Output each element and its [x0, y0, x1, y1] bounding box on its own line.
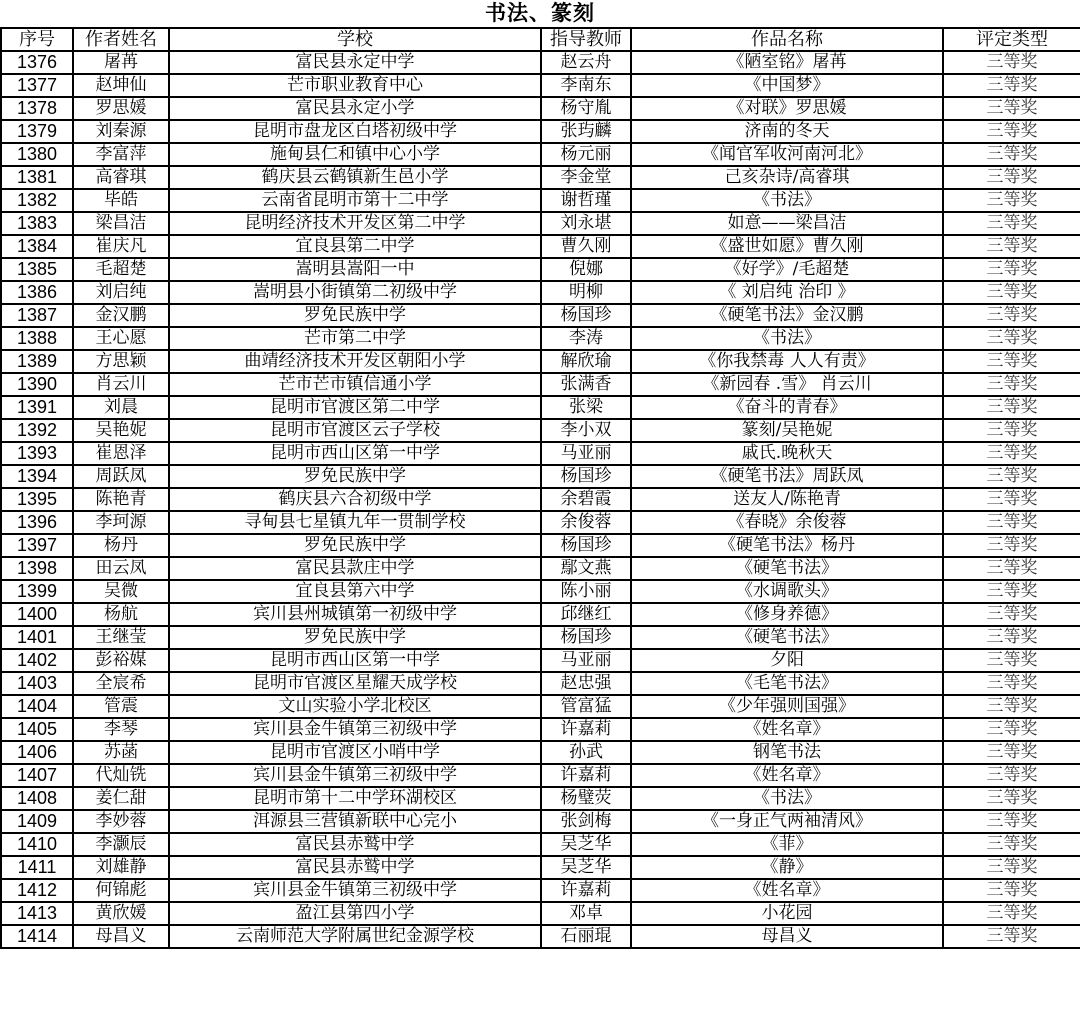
- column-header-school: 学校: [169, 28, 541, 51]
- award-type: 三等奖: [943, 212, 1080, 235]
- row-number: 1403: [1, 672, 73, 695]
- author-name: 杨航: [73, 603, 169, 626]
- teacher-name: 张梁: [541, 396, 631, 419]
- school-name: 昆明市西山区第一中学: [169, 442, 541, 465]
- author-name: 刘秦源: [73, 120, 169, 143]
- work-title: 《姓名章》: [631, 879, 943, 902]
- school-name: 富民县永定中学: [169, 51, 541, 74]
- teacher-name: 杨璧荧: [541, 787, 631, 810]
- school-name: 文山实验小学北校区: [169, 695, 541, 718]
- row-number: 1409: [1, 810, 73, 833]
- author-name: 吴微: [73, 580, 169, 603]
- work-title: 《你我禁毒 人人有责》: [631, 350, 943, 373]
- table-row: [1, 143, 1080, 166]
- teacher-name: 谢哲瑾: [541, 189, 631, 212]
- award-type: 三等奖: [943, 672, 1080, 695]
- teacher-name: 余碧霞: [541, 488, 631, 511]
- award-type: 三等奖: [943, 879, 1080, 902]
- award-type: 三等奖: [943, 603, 1080, 626]
- teacher-name: 杨国珍: [541, 465, 631, 488]
- table-row: [1, 879, 1080, 902]
- school-name: 洱源县三营镇新联中心完小: [169, 810, 541, 833]
- table-row: [1, 833, 1080, 856]
- author-name: 杨丹: [73, 534, 169, 557]
- work-title: 《书法》: [631, 189, 943, 212]
- author-name: 屠苒: [73, 51, 169, 74]
- award-type: 三等奖: [943, 304, 1080, 327]
- award-type: 三等奖: [943, 166, 1080, 189]
- teacher-name: 李金堂: [541, 166, 631, 189]
- award-type: 三等奖: [943, 396, 1080, 419]
- row-number: 1382: [1, 189, 73, 212]
- author-name: 崔庆凡: [73, 235, 169, 258]
- table-row: [1, 787, 1080, 810]
- work-title: 《姓名章》: [631, 764, 943, 787]
- school-name: 施甸县仁和镇中心小学: [169, 143, 541, 166]
- school-name: 宜良县第二中学: [169, 235, 541, 258]
- school-name: 富民县赤鹫中学: [169, 856, 541, 879]
- column-header-number: 序号: [1, 28, 73, 51]
- school-name: 寻甸县七星镇九年一贯制学校: [169, 511, 541, 534]
- author-name: 梁昌洁: [73, 212, 169, 235]
- author-name: 刘雄静: [73, 856, 169, 879]
- award-type: 三等奖: [943, 833, 1080, 856]
- row-number: 1397: [1, 534, 73, 557]
- author-name: 周跃凤: [73, 465, 169, 488]
- author-name: 何锦彪: [73, 879, 169, 902]
- award-type: 三等奖: [943, 143, 1080, 166]
- work-title: 《一身正气两袖清风》: [631, 810, 943, 833]
- award-type: 三等奖: [943, 626, 1080, 649]
- teacher-name: 许嘉莉: [541, 879, 631, 902]
- work-title: 《硬笔书法》周跃凤: [631, 465, 943, 488]
- school-name: 罗免民族中学: [169, 304, 541, 327]
- table-row: [1, 258, 1080, 281]
- column-header-award: 评定类型: [943, 28, 1080, 51]
- row-number: 1379: [1, 120, 73, 143]
- table-row: [1, 373, 1080, 396]
- author-name: 赵坤仙: [73, 74, 169, 97]
- table-row: [1, 764, 1080, 787]
- work-title: 《少年强则国强》: [631, 695, 943, 718]
- award-type: 三等奖: [943, 511, 1080, 534]
- work-title: 《闻官军收河南河北》: [631, 143, 943, 166]
- page-title: 书法、篆刻: [485, 1, 595, 25]
- author-name: 苏菡: [73, 741, 169, 764]
- school-name: 宾川县金牛镇第三初级中学: [169, 879, 541, 902]
- teacher-name: 孙武: [541, 741, 631, 764]
- school-name: 宾川县州城镇第一初级中学: [169, 603, 541, 626]
- award-type: 三等奖: [943, 373, 1080, 396]
- row-number: 1399: [1, 580, 73, 603]
- award-type: 三等奖: [943, 856, 1080, 879]
- column-header-work-title: 作品名称: [631, 28, 943, 51]
- school-name: 罗免民族中学: [169, 626, 541, 649]
- author-name: 李灏辰: [73, 833, 169, 856]
- column-header-teacher: 指导教师: [541, 28, 631, 51]
- work-title: 送友人/陈艳青: [631, 488, 943, 511]
- table-row: [1, 442, 1080, 465]
- author-name: 金汉鹏: [73, 304, 169, 327]
- award-type: 三等奖: [943, 902, 1080, 925]
- school-name: 嵩明县嵩阳一中: [169, 258, 541, 281]
- school-name: 罗免民族中学: [169, 465, 541, 488]
- work-title: 《修身养德》: [631, 603, 943, 626]
- author-name: 黄欣媛: [73, 902, 169, 925]
- author-name: 田云凤: [73, 557, 169, 580]
- row-number: 1383: [1, 212, 73, 235]
- table-row: [1, 534, 1080, 557]
- teacher-name: 杨国珍: [541, 304, 631, 327]
- work-title: 《对联》罗思媛: [631, 97, 943, 120]
- author-name: 李妙蓉: [73, 810, 169, 833]
- author-name: 崔恩泽: [73, 442, 169, 465]
- teacher-name: 许嘉莉: [541, 718, 631, 741]
- award-type: 三等奖: [943, 465, 1080, 488]
- work-title: 《盛世如愿》曹久刚: [631, 235, 943, 258]
- award-type: 三等奖: [943, 74, 1080, 97]
- row-number: 1406: [1, 741, 73, 764]
- school-name: 宜良县第六中学: [169, 580, 541, 603]
- table-row: [1, 327, 1080, 350]
- award-type: 三等奖: [943, 258, 1080, 281]
- school-name: 芒市职业教育中心: [169, 74, 541, 97]
- school-name: 宾川县金牛镇第三初级中学: [169, 718, 541, 741]
- row-number: 1400: [1, 603, 73, 626]
- row-number: 1394: [1, 465, 73, 488]
- school-name: 昆明市官渡区星耀天成学校: [169, 672, 541, 695]
- school-name: 鹤庆县六合初级中学: [169, 488, 541, 511]
- work-title: 母昌义: [631, 925, 943, 948]
- table-row: [1, 741, 1080, 764]
- teacher-name: 石丽琨: [541, 925, 631, 948]
- award-type: 三等奖: [943, 557, 1080, 580]
- work-title: 夕阳: [631, 649, 943, 672]
- author-name: 王心愿: [73, 327, 169, 350]
- work-title: 《硬笔书法》: [631, 557, 943, 580]
- row-number: 1392: [1, 419, 73, 442]
- school-name: 鹤庆县云鹤镇新生邑小学: [169, 166, 541, 189]
- table-row: [1, 235, 1080, 258]
- school-name: 曲靖经济技术开发区朝阳小学: [169, 350, 541, 373]
- author-name: 王继莹: [73, 626, 169, 649]
- row-number: 1389: [1, 350, 73, 373]
- award-type: 三等奖: [943, 281, 1080, 304]
- author-name: 刘晨: [73, 396, 169, 419]
- author-name: 高睿琪: [73, 166, 169, 189]
- school-name: 昆明市官渡区云子学校: [169, 419, 541, 442]
- award-type: 三等奖: [943, 580, 1080, 603]
- work-title: 小花园: [631, 902, 943, 925]
- row-number: 1393: [1, 442, 73, 465]
- author-name: 方思颖: [73, 350, 169, 373]
- work-title: 戚氏.晚秋天: [631, 442, 943, 465]
- row-number: 1377: [1, 74, 73, 97]
- row-number: 1381: [1, 166, 73, 189]
- teacher-name: 杨国珍: [541, 534, 631, 557]
- school-name: 芒市第二中学: [169, 327, 541, 350]
- teacher-name: 杨元丽: [541, 143, 631, 166]
- award-type: 三等奖: [943, 534, 1080, 557]
- teacher-name: 管富猛: [541, 695, 631, 718]
- row-number: 1412: [1, 879, 73, 902]
- author-name: 李琴: [73, 718, 169, 741]
- table-row: [1, 580, 1080, 603]
- work-title: 济南的冬天: [631, 120, 943, 143]
- work-title: 《菲》: [631, 833, 943, 856]
- work-title: 《中国梦》: [631, 74, 943, 97]
- author-name: 刘启纯: [73, 281, 169, 304]
- row-number: 1411: [1, 856, 73, 879]
- table-row: [1, 672, 1080, 695]
- teacher-name: 吴芝华: [541, 856, 631, 879]
- row-number: 1385: [1, 258, 73, 281]
- table-row: [1, 718, 1080, 741]
- author-name: 毛超楚: [73, 258, 169, 281]
- row-number: 1378: [1, 97, 73, 120]
- teacher-name: 明柳: [541, 281, 631, 304]
- teacher-name: 许嘉莉: [541, 764, 631, 787]
- work-title: 《 刘启纯 治印 》: [631, 281, 943, 304]
- row-number: 1404: [1, 695, 73, 718]
- work-title: 《毛笔书法》: [631, 672, 943, 695]
- row-number: 1402: [1, 649, 73, 672]
- teacher-name: 马亚丽: [541, 649, 631, 672]
- work-title: 己亥杂诗/高睿琪: [631, 166, 943, 189]
- teacher-name: 刘永堪: [541, 212, 631, 235]
- teacher-name: 李涛: [541, 327, 631, 350]
- table-row: [1, 603, 1080, 626]
- row-number: 1390: [1, 373, 73, 396]
- row-number: 1391: [1, 396, 73, 419]
- author-name: 彭裕媒: [73, 649, 169, 672]
- table-row: [1, 212, 1080, 235]
- school-name: 昆明市盘龙区白塔初级中学: [169, 120, 541, 143]
- school-name: 昆明市西山区第一中学: [169, 649, 541, 672]
- work-title: 《硬笔书法》杨丹: [631, 534, 943, 557]
- award-type: 三等奖: [943, 350, 1080, 373]
- awards-table: [0, 27, 1080, 949]
- school-name: 富民县永定小学: [169, 97, 541, 120]
- work-title: 《好学》/毛超楚: [631, 258, 943, 281]
- work-title: 《书法》: [631, 787, 943, 810]
- table-row: [1, 396, 1080, 419]
- school-name: 富民县款庄中学: [169, 557, 541, 580]
- table-row: [1, 51, 1080, 74]
- row-number: 1384: [1, 235, 73, 258]
- work-title: 《姓名章》: [631, 718, 943, 741]
- award-type: 三等奖: [943, 718, 1080, 741]
- award-type: 三等奖: [943, 787, 1080, 810]
- work-title: 《陋室铭》屠苒: [631, 51, 943, 74]
- row-number: 1414: [1, 925, 73, 948]
- table-header-row: [1, 28, 1080, 51]
- award-type: 三等奖: [943, 327, 1080, 350]
- author-name: 全宸希: [73, 672, 169, 695]
- row-number: 1396: [1, 511, 73, 534]
- teacher-name: 赵云舟: [541, 51, 631, 74]
- award-type: 三等奖: [943, 51, 1080, 74]
- work-title: 《书法》: [631, 327, 943, 350]
- table-row: [1, 925, 1080, 948]
- table-row: [1, 120, 1080, 143]
- row-number: 1388: [1, 327, 73, 350]
- work-title: 《奋斗的青春》: [631, 396, 943, 419]
- award-type: 三等奖: [943, 97, 1080, 120]
- teacher-name: 邱继红: [541, 603, 631, 626]
- row-number: 1413: [1, 902, 73, 925]
- row-number: 1387: [1, 304, 73, 327]
- teacher-name: 李南东: [541, 74, 631, 97]
- author-name: 李珂源: [73, 511, 169, 534]
- table-row: [1, 166, 1080, 189]
- table-row: [1, 304, 1080, 327]
- teacher-name: 曹久刚: [541, 235, 631, 258]
- work-title: 《硬笔书法》金汉鹏: [631, 304, 943, 327]
- table-row: [1, 557, 1080, 580]
- row-number: 1408: [1, 787, 73, 810]
- table-row: [1, 856, 1080, 879]
- work-title: 《硬笔书法》: [631, 626, 943, 649]
- table-row: [1, 465, 1080, 488]
- table-row: [1, 695, 1080, 718]
- author-name: 肖云川: [73, 373, 169, 396]
- school-name: 昆明经济技术开发区第二中学: [169, 212, 541, 235]
- work-title: 《新园春 .雪》 肖云川: [631, 373, 943, 396]
- work-title: 《水调歌头》: [631, 580, 943, 603]
- row-number: 1376: [1, 51, 73, 74]
- school-name: 云南省昆明市第十二中学: [169, 189, 541, 212]
- school-name: 昆明市官渡区第二中学: [169, 396, 541, 419]
- teacher-name: 杨守胤: [541, 97, 631, 120]
- work-title: 篆刻/吴艳妮: [631, 419, 943, 442]
- row-number: 1386: [1, 281, 73, 304]
- award-type: 三等奖: [943, 189, 1080, 212]
- column-header-author: 作者姓名: [73, 28, 169, 51]
- teacher-name: 张剑梅: [541, 810, 631, 833]
- teacher-name: 李小双: [541, 419, 631, 442]
- school-name: 嵩明县小街镇第二初级中学: [169, 281, 541, 304]
- award-type: 三等奖: [943, 649, 1080, 672]
- school-name: 盈江县第四小学: [169, 902, 541, 925]
- row-number: 1405: [1, 718, 73, 741]
- author-name: 母昌义: [73, 925, 169, 948]
- table-row: [1, 649, 1080, 672]
- author-name: 管震: [73, 695, 169, 718]
- table-row: [1, 902, 1080, 925]
- table-row: [1, 511, 1080, 534]
- teacher-name: 邓卓: [541, 902, 631, 925]
- row-number: 1395: [1, 488, 73, 511]
- author-name: 姜仁甜: [73, 787, 169, 810]
- teacher-name: 鄢文燕: [541, 557, 631, 580]
- award-type: 三等奖: [943, 235, 1080, 258]
- table-row: [1, 810, 1080, 833]
- teacher-name: 倪娜: [541, 258, 631, 281]
- award-type: 三等奖: [943, 764, 1080, 787]
- teacher-name: 马亚丽: [541, 442, 631, 465]
- award-type: 三等奖: [943, 488, 1080, 511]
- teacher-name: 赵忠强: [541, 672, 631, 695]
- teacher-name: 张玙麟: [541, 120, 631, 143]
- teacher-name: 张满香: [541, 373, 631, 396]
- work-title: 《静》: [631, 856, 943, 879]
- school-name: 云南师范大学附属世纪金源学校: [169, 925, 541, 948]
- award-type: 三等奖: [943, 741, 1080, 764]
- award-type: 三等奖: [943, 925, 1080, 948]
- award-type: 三等奖: [943, 695, 1080, 718]
- table-body: [1, 51, 1080, 948]
- work-title: 钢笔书法: [631, 741, 943, 764]
- row-number: 1380: [1, 143, 73, 166]
- table-row: [1, 419, 1080, 442]
- table-row: [1, 488, 1080, 511]
- school-name: 昆明市第十二中学环湖校区: [169, 787, 541, 810]
- row-number: 1407: [1, 764, 73, 787]
- award-type: 三等奖: [943, 810, 1080, 833]
- school-name: 宾川县金牛镇第三初级中学: [169, 764, 541, 787]
- teacher-name: 陈小丽: [541, 580, 631, 603]
- table-row: [1, 350, 1080, 373]
- work-title: 如意——梁昌洁: [631, 212, 943, 235]
- table-row: [1, 281, 1080, 304]
- school-name: 富民县赤鹫中学: [169, 833, 541, 856]
- school-name: 罗免民族中学: [169, 534, 541, 557]
- work-title: 《春晓》余俊蓉: [631, 511, 943, 534]
- table-row: [1, 74, 1080, 97]
- table-row: [1, 97, 1080, 120]
- author-name: 毕皓: [73, 189, 169, 212]
- award-type: 三等奖: [943, 442, 1080, 465]
- teacher-name: 吴芝华: [541, 833, 631, 856]
- author-name: 罗思媛: [73, 97, 169, 120]
- author-name: 陈艳青: [73, 488, 169, 511]
- teacher-name: 杨国珍: [541, 626, 631, 649]
- award-type: 三等奖: [943, 419, 1080, 442]
- teacher-name: 余俊蓉: [541, 511, 631, 534]
- school-name: 昆明市官渡区小哨中学: [169, 741, 541, 764]
- table-row: [1, 626, 1080, 649]
- row-number: 1398: [1, 557, 73, 580]
- author-name: 吴艳妮: [73, 419, 169, 442]
- author-name: 李富萍: [73, 143, 169, 166]
- teacher-name: 解欣瑜: [541, 350, 631, 373]
- row-number: 1401: [1, 626, 73, 649]
- table-row: [1, 189, 1080, 212]
- author-name: 代灿铣: [73, 764, 169, 787]
- award-type: 三等奖: [943, 120, 1080, 143]
- school-name: 芒市芒市镇信通小学: [169, 373, 541, 396]
- row-number: 1410: [1, 833, 73, 856]
